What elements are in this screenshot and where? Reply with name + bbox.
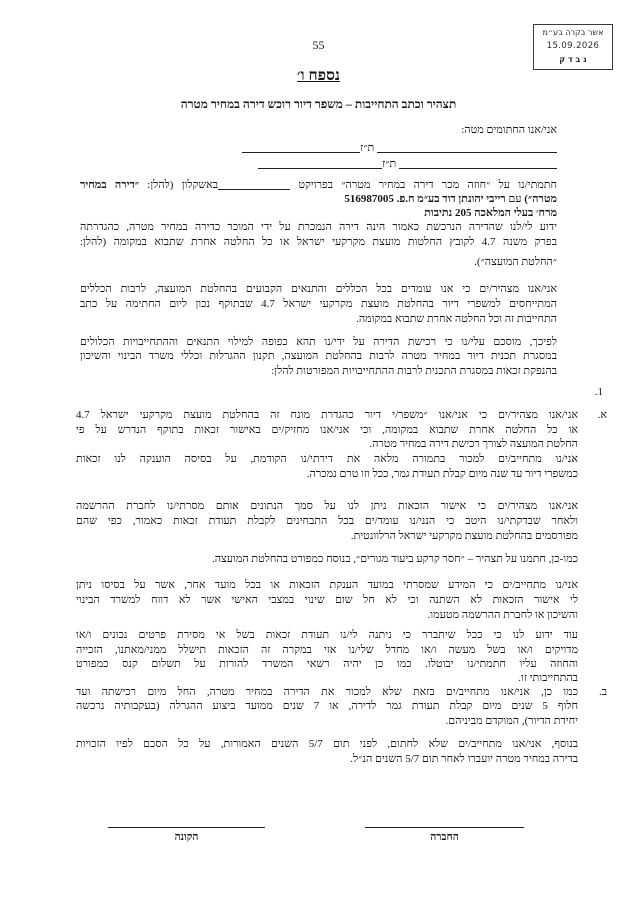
paragraph-line: אני/אנו מצהיר/ים כי אני/אנו ״משפר/י דיור כהגדרת מונח זה בהחלטת מועצת מקרקעי ישראל 4.7 — [76, 409, 578, 421]
paragraph-line: בנוסף, אני/אנו מתחייב/ים שלא לחתום, לפני תום 5/7 השנים האמורות, על כל הסכם לפיו הזכויות — [76, 738, 578, 750]
paragraph-line: לפיכך, מוסכם עלי/נו כי רכישת הדירה על ידי/נו תהא כפופה למילוי התנאים וההתחייבויות הכלולים — [80, 336, 557, 348]
company-name: רייבי יהונתן דוד בע״מ ח.פ. 516987005 — [344, 193, 506, 205]
name-blank-field — [399, 157, 557, 169]
stamp-date: 15.09.2026 — [546, 41, 600, 51]
paragraph-line: חלוף 5 שנים מיום קבלת תעודת גמר לדירה, או 7 שנים ממועד ביצוע ההגרלה (בעקבותיה נרכשה — [76, 700, 578, 712]
company-signature-label: החברה — [430, 832, 459, 843]
paragraph-line: כמו כן, אני/אנו מתחייב/ים בזאת שלא למכור את הדירה במחיר מטרה, החל מיום רכישתה ועד — [76, 686, 578, 698]
section-number: 1. — [594, 386, 603, 398]
name-blank-field — [377, 141, 557, 153]
paragraph-line: המתייחסים למשפרי דיור בהחלטת מועצת מקרקעי ישראל 4.7 שבתוקף נכון ליום החתימה על כתב — [80, 298, 557, 310]
paragraph-line: בדירה במחיר מטרה יועברו לאחר תום 5/7 השנים הנ״ל. — [350, 753, 578, 765]
buyer-signature-label: הקונה — [174, 832, 199, 843]
item-a-marker: א. — [597, 409, 607, 421]
company-address: מרח׳ בעלי המלאכה 205 נתיבות — [424, 207, 557, 219]
paragraph-line: ידוע לי/לנו שהדירה הנרכשת כאמור הינה דירה הנמכרת על ידי המוכר כדירה במחיר מטרה, כהגדרתה — [80, 221, 557, 233]
stamp-status: נ ב ד ק — [559, 55, 587, 64]
paragraph-line: והחוזה עליו חתמתי/נו יבוטלו. כמו כן יהיה רשאי המשרד להורות על תשלום קנס כמפורט — [76, 658, 578, 670]
paragraph-line: יחידת הדיור), המוקדם מביניהם. — [445, 715, 578, 727]
id-label: ת״ז — [360, 142, 375, 154]
paragraph-line: אני/אנו מצהיר/ים כי אנו עומדים בכל הכללים והתנאים הקבועים בהחלטת המועצה, לרבות הכללים — [80, 283, 557, 295]
signatories-heading: אני/אנו החתומים מטה: — [461, 124, 557, 136]
paragraph-line: או כל החלטה אחרת שתבוא במקומה, וכי אני/אנו מחזיק/ים באישור זכאות בתוקף הנדרש על פי — [76, 424, 578, 436]
paragraph-line: אני/אנו מצהיר/ים כי אישור הזכאות ניתן לנו על סמך הנתונים אותם מסרתי/נו לחברת ההרשמה — [76, 500, 578, 512]
document-subtitle: תצהיר וכתב התחייבות – משפר דיור רוכש דירה במחיר מטרה — [180, 97, 457, 111]
defined-term: מטרה״) — [524, 193, 557, 205]
paragraph-line: כמשפרי דיור עד שנה מיום קבלת תעודת גמר, ככל וזו טרם נמכרה. — [306, 468, 578, 480]
paragraph-line: כמו-כן, חתמנו על תצהיר – ״חסר קרקע ביעוד מגורים״, בנוסח כמפורט בהחלטת המועצה. — [211, 553, 578, 565]
paragraph-line: לי אישור הזכאות לא השתנה וכי לא חל שום שינוי במצבי האישי אשר לא דווח למשרד הבינוי — [76, 594, 578, 606]
contract-text: עם — [505, 193, 525, 205]
project-blank-field — [218, 178, 290, 190]
signatory-row — [80, 141, 557, 156]
paragraph-line: בפרק משנה 4.7 לקובץ החלטות מועצת מקרקעי ישראל או כל החלטה אחרת שתבוא במקומה (להלן: — [80, 236, 557, 248]
appendix-title-text: נספח ו׳ — [297, 67, 340, 84]
defined-term: ״דירה במחיר — [80, 179, 139, 191]
contract-line — [80, 192, 557, 207]
contract-text: באשקלון (להלן: — [139, 179, 219, 191]
company-signature-line — [365, 827, 524, 828]
id-label: ת״ז — [382, 158, 397, 170]
paragraph-line: התחייבות זה וכל החלטה אחרת שתבוא במקומה. — [356, 313, 557, 325]
paragraph-line: והשיכון או לחברת ההרשמה מטעמו. — [427, 609, 578, 621]
page-number: 55 — [312, 38, 325, 52]
paragraph-line: מדויקים ו/או בשל מעשה ו/או מחדל שלי/נו אזי במקרה זה הזכאות תישלל ממני/מאתנו, הזכייה — [76, 644, 578, 656]
paragraph-line: במסגרת תכנית דיור במחיר מטרה לרבות בהחלטת המועצה, תקנון ההגרלות וכללי משרד הבינוי והשיכון — [80, 350, 557, 362]
paragraph-line: אני/נו מתחייב/ים למכור בתמורה מלאה את דירתי/נו הקודמת, על בסיסה הוענקה לנו זכאות — [76, 453, 578, 465]
paragraph-line: בהתחייבותי זו. — [518, 672, 578, 684]
paragraph-line: אני/נו מתחייב/ים כי המידע שמסרתי במועד הענקת הזכאות או בכל מועד אחר, אשר על בסיסו ניתן — [76, 579, 578, 591]
appendix-title — [0, 66, 637, 85]
contract-line — [80, 178, 557, 193]
id-number-blank-field — [242, 141, 360, 153]
id-number-blank-field — [258, 157, 382, 169]
signatory-row — [80, 157, 557, 172]
paragraph-line: בהנפקת זכאות במסגרת התכנית לרבות ההתחייבויות המפורטות להלן: — [271, 365, 557, 377]
buyer-signature-line — [108, 827, 265, 828]
item-b-marker: ב. — [598, 686, 607, 698]
paragraph-line: מפורסמים בהחלטת מועצת מקרקעי ישראל הרלוונטית. — [350, 530, 578, 542]
paragraph-line: ״החלטת המועצה״). — [474, 256, 557, 268]
contract-text: חתמתי/נו על ״חוזה מכר דירה במחיר מטרה״ בפרויקט — [298, 179, 558, 191]
paragraph-line: ולאחר שבדקתי/נו היטב כי הנני/נו עומד/ים בכל התבחינים לקבלת תעודת זכאות כאמור, כפי שהם — [76, 515, 578, 527]
paragraph-line: החלטת המועצה לצורך רכישת דירה במחיר מטרה. — [369, 438, 578, 450]
stamp-company: אשר בקרה בע״מ — [542, 28, 604, 37]
paragraph-line: עוד ידוע לנו כי ככל שיתברר כי ניתנה לי/נו תעודת זכאות בשל אי מסירת פרטים נכונים ו/או — [76, 629, 578, 641]
